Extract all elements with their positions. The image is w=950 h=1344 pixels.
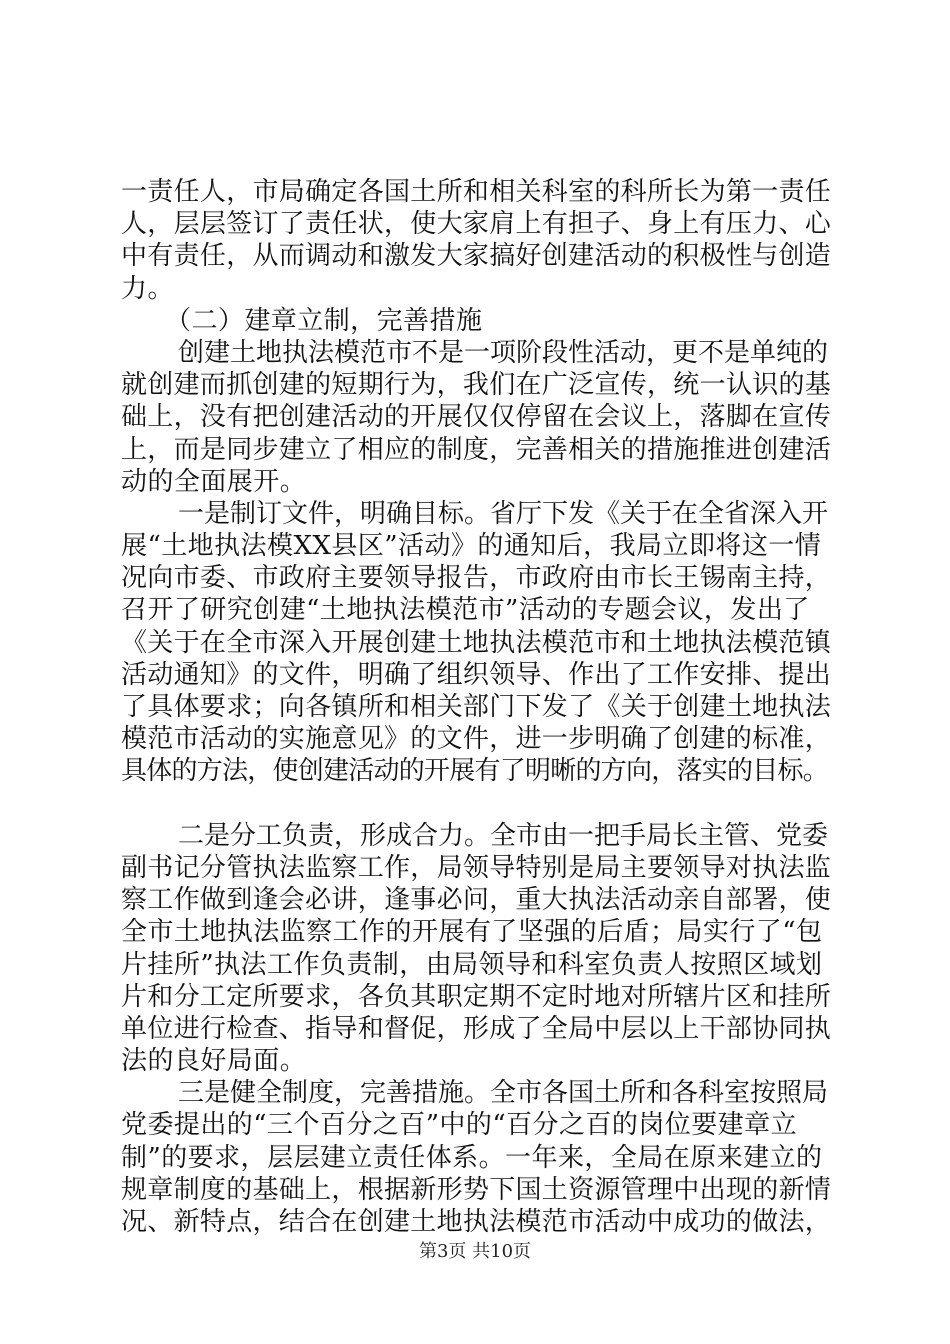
text-line: 具体的方法，使创建活动的开展有了明晰的方向，落实的目标。: [121, 756, 829, 787]
text-line: 《关于在全市深入开展创建土地执法模范市和土地执法模范镇: [121, 627, 832, 658]
paragraph: [121, 820, 831, 1078]
text-line: 况向市委、市政府主要领导报告，市政府由市长王锡南主持，: [121, 563, 832, 594]
text-line: 党委提出的“三个百分之百”中的“百分之百的岗位要建章立: [121, 1110, 798, 1141]
section-heading: [121, 305, 831, 337]
text-line: 制”的要求，层层建立责任体系。一年来，全局在原来建立的: [121, 1142, 823, 1173]
paragraph: [121, 337, 831, 498]
text-line: 上，而是同步建立了相应的制度，完善相关的措施推进创建活: [121, 434, 832, 465]
text-line: 察工作做到逢会必讲，逢事必问，重大执法活动亲自部署，使: [121, 885, 832, 916]
text-line: 模范市活动的实施意见》的文件，进一步明确了创建的标准，: [121, 724, 832, 755]
text-line: 展“土地执法模XX县区”活动》的通知后，我局立即将这一情: [121, 531, 822, 562]
blank-line: [121, 788, 831, 820]
text-line: 规章制度的基础上，根据新形势下国土资源管理中出现的新情: [121, 1174, 832, 1205]
text-line: 创建土地执法模范市不是一项阶段性活动，更不是单纯的: [178, 337, 829, 368]
text-line: 力。: [121, 273, 174, 304]
text-line: 况、新特点，结合在创建土地执法模范市活动中成功的做法，: [121, 1207, 832, 1237]
text-line: 一责任人，市局确定各国土所和相关科室的科所长为第一责任: [121, 177, 832, 207]
text-line: 片挂所”执法工作负责制，由局领导和科室负责人按照区域划: [121, 949, 823, 980]
text-line: 二是分工负责，形成合力。全市由一把手局长主管、党委: [178, 820, 829, 851]
text-line: 全市土地执法监察工作的开展有了坚强的后盾；局实行了“包: [121, 917, 823, 948]
text-line: 法的良好局面。: [121, 1046, 307, 1077]
text-line: 础上，没有把创建活动的开展仅仅停留在会议上，落脚在宣传: [121, 402, 832, 433]
text-line: 片和分工定所要求，各负其职定期不定时地对所辖片区和挂所: [121, 981, 832, 1012]
paragraph: [121, 498, 831, 788]
text-line: 人，层层签订了责任状，使大家肩上有担子、身上有压力、心: [121, 209, 832, 240]
page-number: 第3页 共10页: [418, 1241, 532, 1262]
paragraph: [121, 1077, 831, 1238]
document-body: [121, 176, 831, 1238]
paragraph: [121, 176, 831, 305]
text-line: 中有责任，从而调动和激发大家搞好创建活动的积极性与创造: [121, 241, 832, 272]
text-line: 就创建而抓创建的短期行为，我们在广泛宣传，统一认识的基: [121, 370, 832, 401]
text-line: 动的全面展开。: [121, 466, 307, 497]
text-line: 召开了研究创建“土地执法模范市”活动的专题会议，发出了: [121, 595, 810, 626]
text-line: 副书记分管执法监察工作，局领导特别是局主要领导对执法监: [121, 852, 832, 883]
text-line: 一是制订文件，明确目标。省厅下发《关于在全省深入开: [178, 498, 829, 529]
text-line: （二）建章立制，完善措施: [165, 305, 483, 336]
text-line: 活动通知》的文件，明确了组织领导、作出了工作安排、提出: [121, 659, 832, 690]
text-line: 了具体要求；向各镇所和相关部门下发了《关于创建土地执法: [121, 692, 832, 722]
text-line: 单位进行检查、指导和督促，形成了全局中层以上干部协同执: [121, 1013, 832, 1044]
text-line: 三是健全制度，完善措施。全市各国土所和各科室按照局: [178, 1078, 829, 1109]
